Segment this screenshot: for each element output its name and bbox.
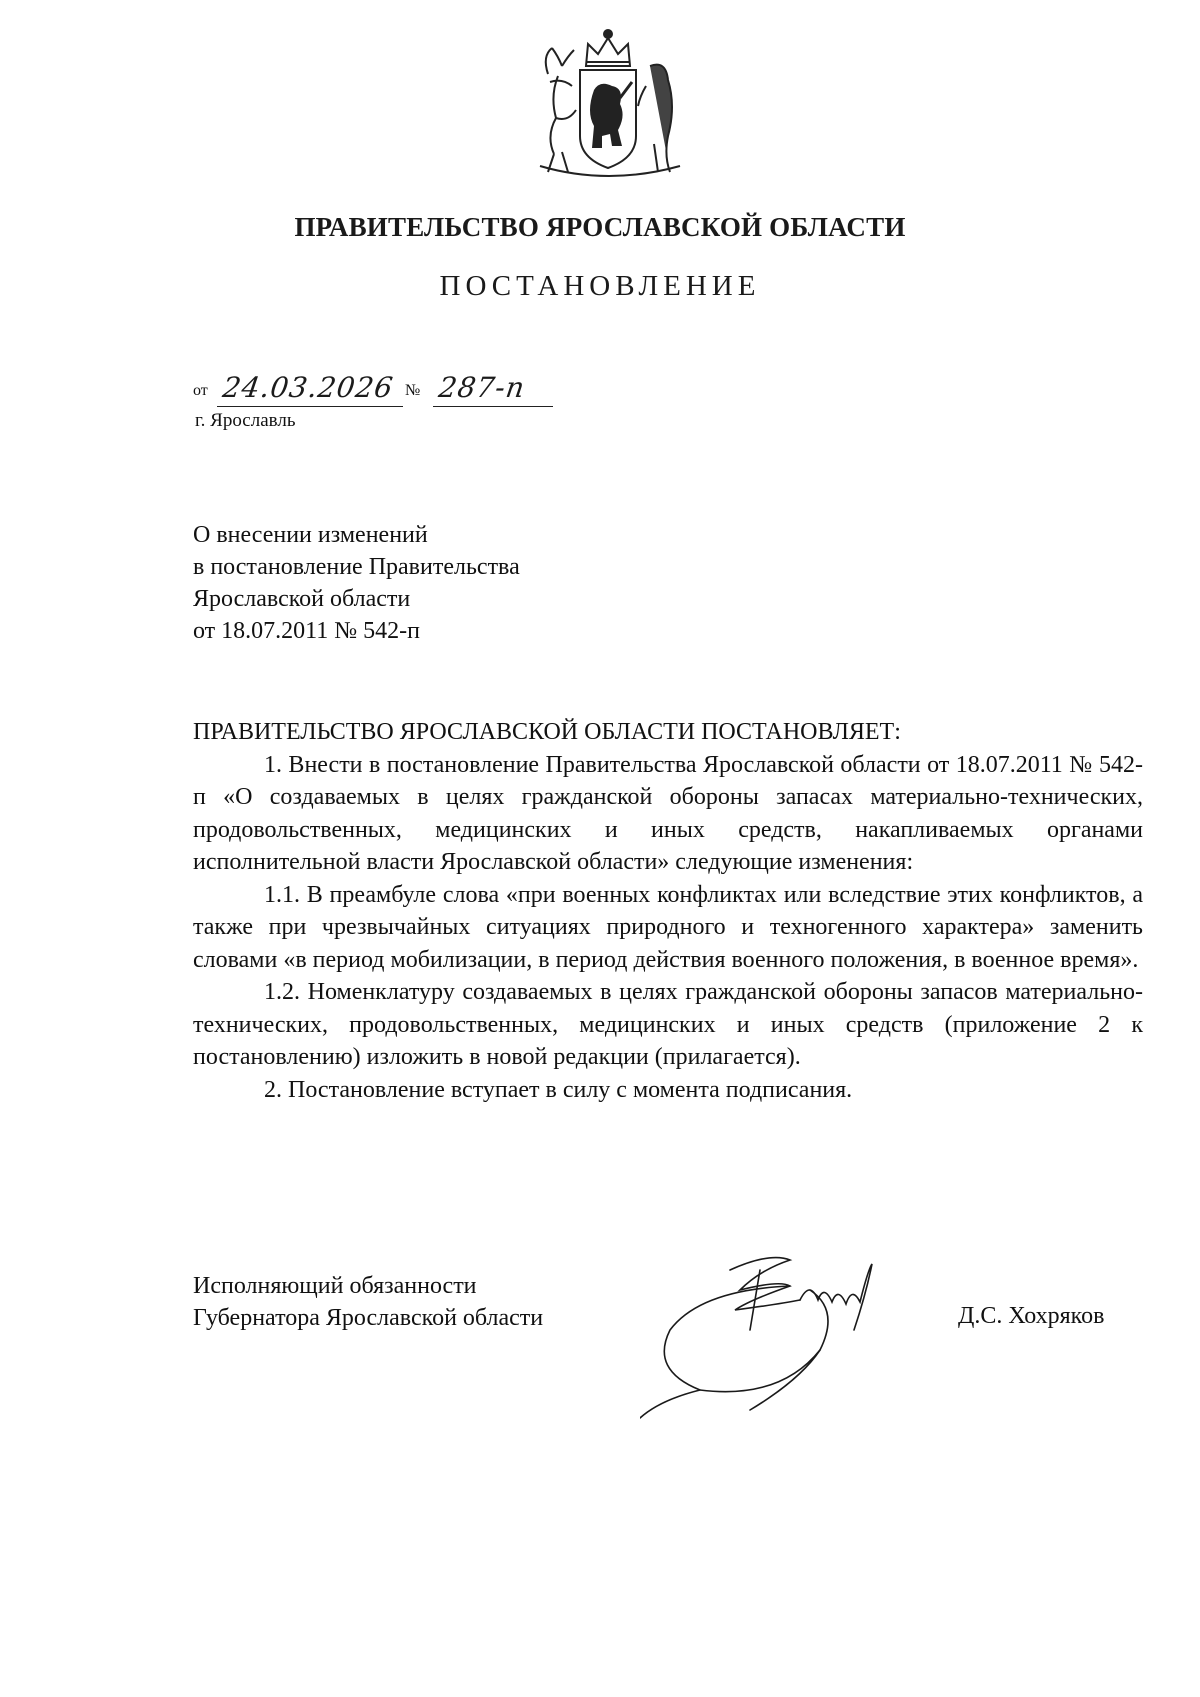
number-sign: № xyxy=(405,382,421,399)
signature-icon xyxy=(640,1250,940,1420)
document-subject xyxy=(193,519,520,647)
subject-line: от 18.07.2011 № 542-п xyxy=(193,618,421,644)
resolution-paragraph: 1. Внести в постановление Правительства Ярославской области от 18.07.2011 № 542-п «О создаваемых в целях гражданской обороны запасах материально-технических, продовольственных, медицинских и иных средств, накапливаемых органами исполнительной власти Ярославской области» следующие изменения: xyxy=(193,751,1143,875)
date-number-line xyxy=(193,370,593,410)
number-underline xyxy=(433,406,553,407)
resolution-body xyxy=(193,716,1143,1106)
subject-line: О внесении изменений xyxy=(193,522,428,548)
signatory-title xyxy=(193,1270,543,1334)
city: г. Ярославль xyxy=(195,410,296,431)
handwritten-date: 24.03.2026 xyxy=(220,371,396,404)
resolution-paragraph: 1.1. В преамбуле слова «при военных конфликтах или вследствие этих конфликтов, а также при чрезвычайных ситуациях природного и техногенного характера» заменить словами «в период мобилизации, в период действия военного положения, в военное время». xyxy=(193,881,1143,973)
signatory-title-line: Исполняющий обязанности xyxy=(193,1273,477,1299)
resolution-heading: ПРАВИТЕЛЬСТВО ЯРОСЛАВСКОЙ ОБЛАСТИ ПОСТАНОВЛЯЕТ: xyxy=(193,719,901,745)
signatory-name: Д.С. Хохряков xyxy=(958,1303,1105,1329)
resolution-paragraph: 2. Постановление вступает в силу с момента подписания. xyxy=(264,1076,853,1103)
subject-line: в постановление Правительства xyxy=(193,554,520,580)
organization-title: ПРАВИТЕЛЬСТВО ЯРОСЛАВСКОЙ ОБЛАСТИ xyxy=(294,212,906,242)
coat-of-arms-icon xyxy=(528,26,688,182)
signatory-title-line: Губернатора Ярославской области xyxy=(193,1305,544,1331)
resolution-paragraph: 1.2. Номенклатуру создаваемых в целях гражданской обороны запасов материально-технических, продовольственных, медицинских и иных средств (приложение 2 к постановлению) изложить в новой редакции (прилагается). xyxy=(193,979,1143,1070)
date-prefix: от xyxy=(193,382,208,399)
date-underline xyxy=(217,406,403,407)
handwritten-number: 287-п xyxy=(436,371,528,404)
subject-line: Ярославской области xyxy=(193,586,411,612)
document-type: ПОСТАНОВЛЕНИЕ xyxy=(439,270,761,302)
